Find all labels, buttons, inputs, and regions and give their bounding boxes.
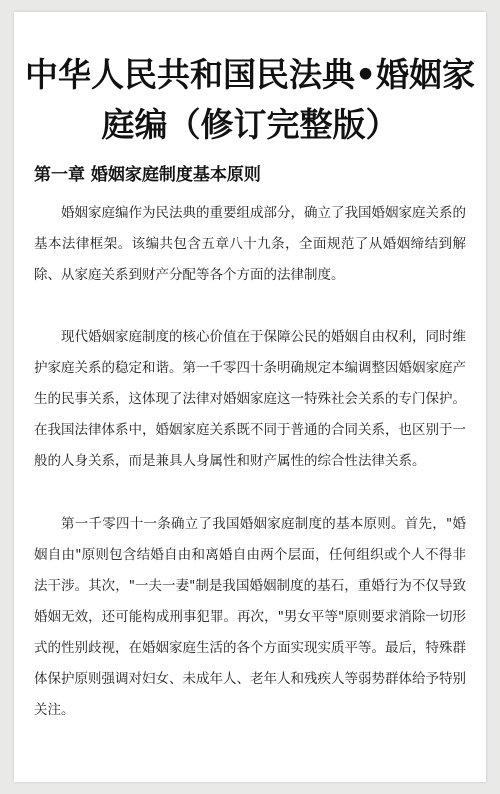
paragraph-3: 第一千零四十一条确立了我国婚姻家庭制度的基本原则。首先，"婚姻自由"原则包含结婚自由和离婚自由两个层面，任何组织或个人不得非法干涉。其次，"一夫一妻"制是我国婚姻制度的基石，重婚行为不仅导致婚姻无效，还可能构成刑事犯罪。再次，"男女平等"原则要求消除一切形式的性别歧视，在婚姻家庭生活的各个方面实现实质平等。最后，特殊群体保护原则强调对妇女、未成年人、老年人和残疾人等弱势群体给予特别关注。 [34,516,466,718]
paragraph-3-container [34,509,466,726]
paragraph-1-container [34,198,466,291]
paragraph-2-container [34,322,466,477]
chapter-heading: 第一章 婚姻家庭制度基本原则 [34,165,261,185]
document-title-line-2: 庭编（修订完整版） [101,105,399,144]
document-title-line-1: 中华人民共和国民法典•婚姻家 [24,55,476,94]
document-page [14,12,486,782]
paragraph-1: 婚姻家庭编作为民法典的重要组成部分，确立了我国婚姻家庭关系的基本法律框架。该编共包含五章八十九条，全面规范了从婚姻缔结到解除、从家庭关系到财产分配等各个方面的法律制度。 [34,205,466,283]
paragraph-2: 现代婚姻家庭制度的核心价值在于保障公民的婚姻自由权利，同时维护家庭关系的稳定和谐。第一千零四十条明确规定本编调整因婚姻家庭产生的民事关系，这体现了法律对婚姻家庭这一特殊社会关系的专门保护。在我国法律体系中，婚姻家庭关系既不同于普通的合同关系，也区别于一般的人身关系，而是兼具人身属性和财产属性的综合性法律关系。 [34,329,466,469]
